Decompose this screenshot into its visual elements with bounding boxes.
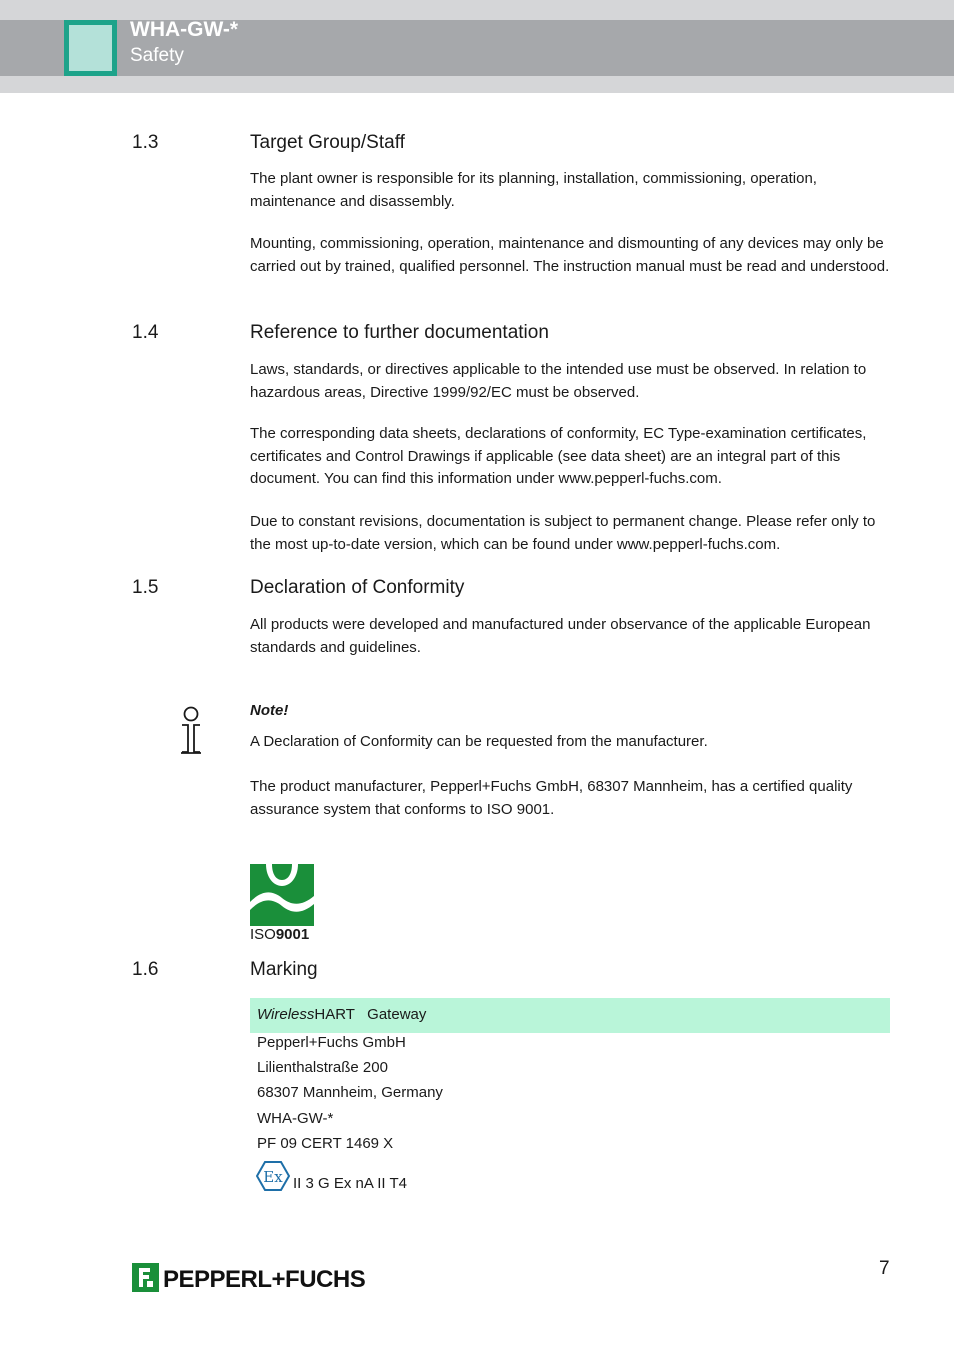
marking-line: PF 09 CERT 1469 X	[257, 1135, 394, 1152]
iso-certification-logo	[250, 864, 314, 926]
info-icon	[178, 705, 204, 757]
header-logo-icon	[64, 20, 117, 76]
brand-name: PEPPERL+FUCHS	[163, 1266, 366, 1293]
paragraph: The plant owner is responsible for its planning, installation, commissioning, operation, maintenance and disassembly.	[250, 170, 817, 210]
svg-text:Ex: Ex	[263, 1168, 283, 1186]
paragraph: All products were developed and manufactured under observance of the applicable European standards and guidelines.	[250, 616, 871, 656]
section-title: Marking	[250, 959, 318, 980]
marking-line: WHA-GW-*	[257, 1110, 334, 1127]
marking-header-italic: Wireless	[257, 1006, 315, 1023]
note-text: The product manufacturer, Pepperl+Fuchs GmbH, 68307 Mannheim, has a certified quality assurance system that conforms to ISO 9001.	[250, 778, 853, 818]
page-number: 7	[879, 1258, 890, 1279]
pepperl-fuchs-logo	[132, 1263, 366, 1293]
paragraph: Mounting, commissioning, operation, maintenance and dismounting of any devices may only be carried out by trained, qualified personnel. The instruction manual must be read and understood.	[250, 235, 890, 275]
ex-marking-text: II 3 G Ex nA II T4	[293, 1175, 407, 1192]
section-title: Declaration of Conformity	[250, 577, 465, 598]
paragraph: Due to constant revisions, documentation is subject to permanent change. Please refer only to the most up-to-date version, which can be found under www.pepperl-fuchs.com.	[250, 513, 876, 553]
document-title: WHA-GW-*	[130, 18, 239, 41]
marking-line: Pepperl+Fuchs GmbH	[257, 1034, 406, 1051]
marking-header-text: HART Gateway	[314, 1006, 427, 1023]
ex-explosion-protection-icon	[256, 1161, 290, 1191]
marking-line: Lilienthalstraße 200	[257, 1059, 388, 1076]
section-title: Reference to further documentation	[250, 322, 549, 343]
iso-label: ISO9001	[250, 926, 310, 943]
note-title: Note!	[250, 702, 289, 719]
section-number: 1.3	[132, 132, 159, 153]
marking-header	[250, 998, 890, 1033]
section-number: 1.5	[132, 577, 159, 598]
pf-logo-icon	[132, 1263, 159, 1292]
note-text: A Declaration of Conformity can be requested from the manufacturer.	[250, 733, 708, 750]
section-number: 1.4	[132, 322, 159, 343]
section-title: Target Group/Staff	[250, 132, 405, 153]
section-number: 1.6	[132, 959, 159, 980]
chapter-title: Safety	[130, 45, 184, 66]
paragraph: The corresponding data sheets, declarations of conformity, EC Type-examination certificates, certificates and Control Drawings if applicable (see data sheet) are an integral part of this document. You can find this information under www.pepperl-fuchs.com.	[250, 425, 867, 488]
paragraph: Laws, standards, or directives applicable to the intended use must be observed. In relation to hazardous areas, Directive 1999/92/EC must be observed.	[250, 361, 867, 401]
marking-line: 68307 Mannheim, Germany	[257, 1084, 443, 1101]
